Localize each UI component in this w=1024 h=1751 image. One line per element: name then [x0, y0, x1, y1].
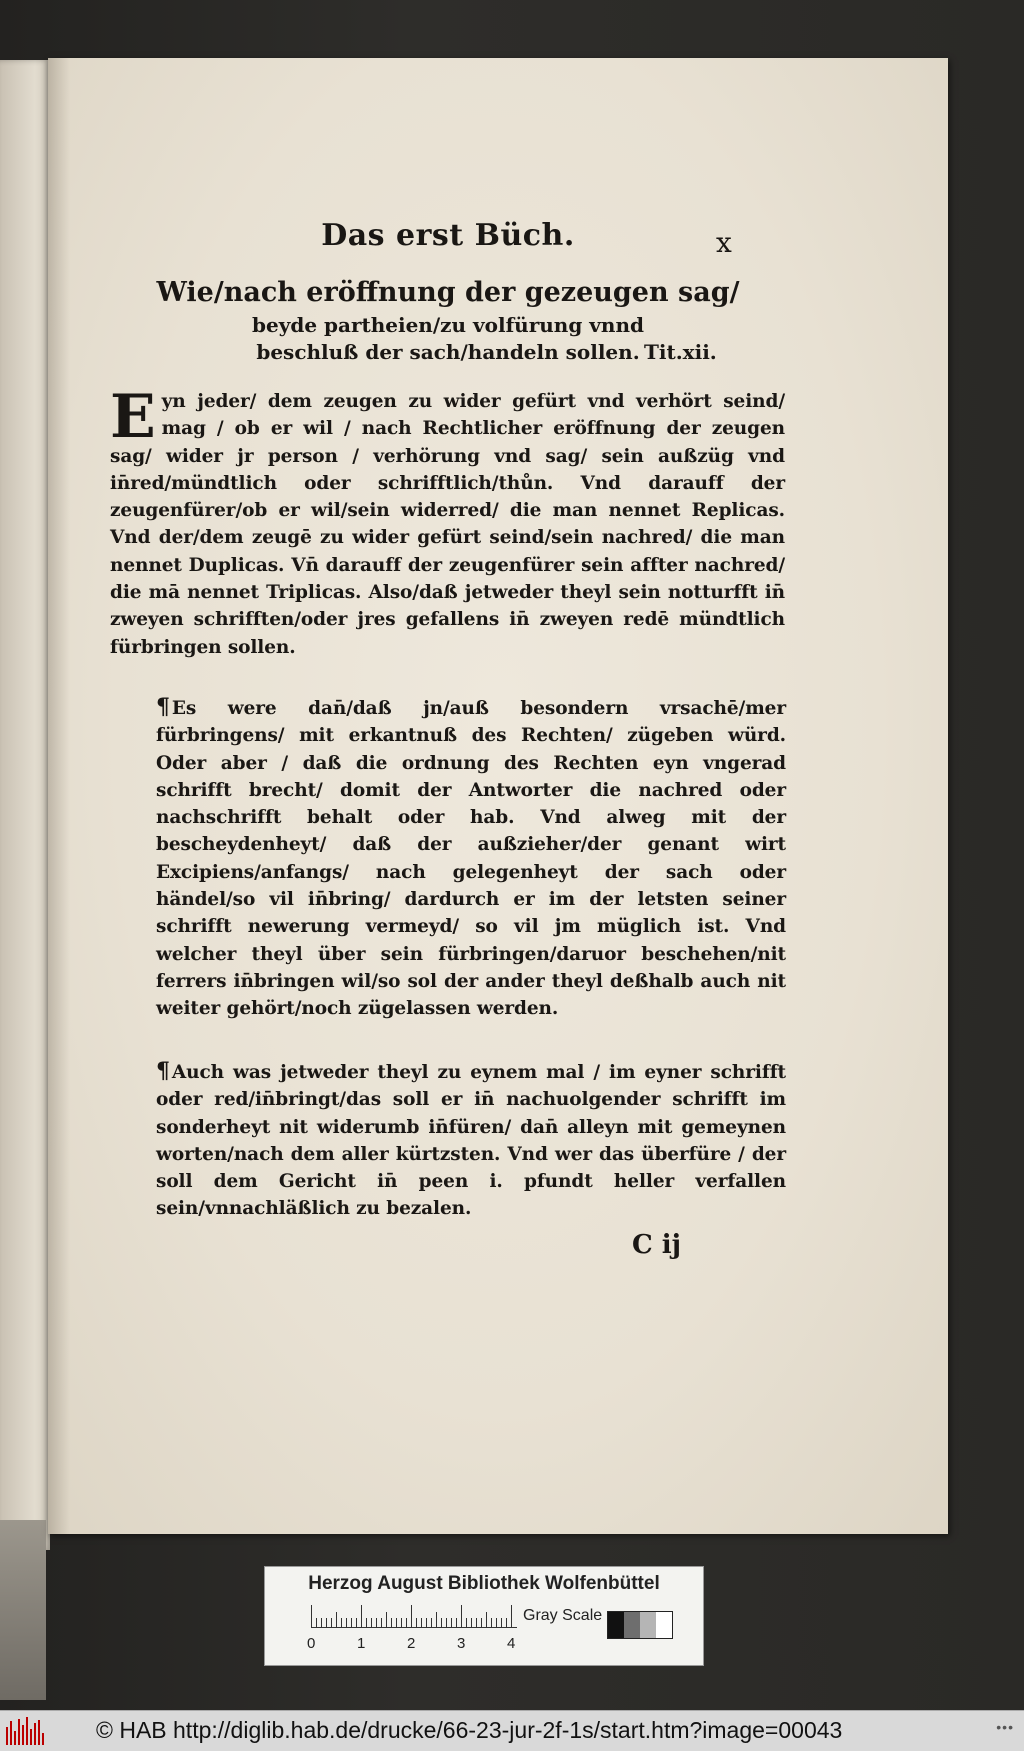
- running-head: Das erst Büch.: [321, 218, 575, 253]
- ruler-tick: [476, 1618, 477, 1627]
- ruler-tick: [466, 1618, 467, 1627]
- ruler-tick: [331, 1618, 332, 1627]
- ruler-tick: [396, 1618, 397, 1627]
- chapter-subtitle: beyde partheien/zu volfürung vnnd beschluß der sach/handeln sollen.: [252, 313, 644, 364]
- chapter-title: Wie/nach eröffnung der gezeugen sag/: [156, 277, 740, 308]
- ruler-tick: [376, 1618, 377, 1627]
- pilcrow-icon: ¶: [156, 1058, 170, 1084]
- logo-bar: [18, 1719, 20, 1745]
- ruler-tick: [316, 1618, 317, 1627]
- gray-swatch: [608, 1612, 624, 1638]
- paragraph-3: [156, 1058, 786, 1223]
- ruler-tick: [346, 1618, 347, 1627]
- paragraph-text: Es were dan̄/daß jn/auß besondern vrsachē/mer fürbringens/ mit erkantnuß des Rechten/ zügeben würd. Oder aber / daß die ordnung des Rechten eyn vngerad schrifft brecht/ domit der Antworter die nachred oder nachschrifft behalt oder hab. Vnd alweg mit der bescheydenheyt/ daß der außzieher/der genant wirt Excipiens/anfangs/ nach gelegenheyt der sach oder händel/so vil in̄bring/ dardurch er im der letsten seiner schrifft newerung vermeyd/ so vil jm müglich ist. Vnd welcher theyl über sein fürbringen/daruor beschehen/nit ferrers in̄bringen wil/so sol der ander theyl deßhalb auch nit weiter gehört/noch zügelassen werden.: [156, 698, 786, 1020]
- ruler-tick: [451, 1618, 452, 1627]
- ruler-tick: [486, 1612, 487, 1627]
- page-text-block: [48, 58, 948, 1534]
- ruler-tick: [381, 1618, 382, 1627]
- hab-logo-icon: [6, 1717, 46, 1745]
- folio-number: x: [716, 226, 732, 259]
- ruler-tick: [431, 1618, 432, 1627]
- color-scale-card: [264, 1566, 704, 1666]
- ruler-number: 3: [457, 1635, 466, 1652]
- ruler-tick: [416, 1618, 417, 1627]
- ruler-tick: [326, 1618, 327, 1627]
- ruler-tick: [411, 1605, 412, 1627]
- ruler-tick: [496, 1618, 497, 1627]
- logo-bar: [42, 1733, 44, 1745]
- ruler-tick: [446, 1618, 447, 1627]
- paragraph-text: Auch was jetweder theyl zu eynem mal / im eyner schrifft oder red/in̄bringt/das soll er in̄ nachuolgender schrifft im sonderheyt nit widerumb in̄füren/ dan̄ alleyn mit gemeynen worten/nach dem aller kürtzsten. Vnd wer das überfüre / der soll dem Gericht in̄ peen i. pfundt heller verfallen sein/vnnachläßlich zu bezalen.: [156, 1062, 786, 1220]
- logo-bar: [38, 1720, 40, 1745]
- ruler-tick: [356, 1618, 357, 1627]
- ruler-tick: [341, 1618, 342, 1627]
- footer-url-text[interactable]: © HAB http://diglib.hab.de/drucke/66-23-jur-2f-1s/start.htm?image=00043: [96, 1717, 843, 1743]
- ruler-number: 1: [357, 1635, 366, 1652]
- ruler-tick: [441, 1618, 442, 1627]
- ruler-tick: [321, 1618, 322, 1627]
- book-page: [48, 58, 948, 1534]
- drop-initial: E: [110, 382, 156, 452]
- ruler-tick: [311, 1605, 312, 1627]
- ruler-number: 0: [307, 1635, 316, 1652]
- logo-bar: [14, 1731, 16, 1745]
- ruler-tick: [436, 1612, 437, 1627]
- signature-mark: C ij: [632, 1230, 682, 1260]
- facing-page-edge: [0, 60, 50, 1550]
- logo-bar: [26, 1717, 28, 1745]
- ruler-tick: [471, 1618, 472, 1627]
- ruler-tick: [511, 1605, 512, 1627]
- ruler-tick: [401, 1618, 402, 1627]
- ruler-tick: [501, 1618, 502, 1627]
- scale-card-title: Herzog August Bibliothek Wolfenbüttel: [308, 1573, 660, 1594]
- gray-scale-label: Gray Scale: [523, 1607, 603, 1624]
- ruler-tick: [506, 1618, 507, 1627]
- logo-bar: [22, 1725, 24, 1745]
- paragraph-text: yn jeder/ dem zeugen zu wider gefürt vnd verhört seind/ mag / ob er wil / nach Rechtlicher eröffnung der zeugen sag/ wider jr person / verhörung vnd sag/ sein außzüg vnd in̄red/mündtlich oder schrifftlich/thůn. Vnd darauff der zeugenfürer/ob er wil/sein widerred/ die man nennet Replicas. Vnd der/dem zeugē zu wider gefürt seind/sein nachred/ die man nennet Duplicas. Vn̄ darauff der zeugenfürer sein affter nachred/ die mā nennet Triplicas. Also/daß jetweder theyl sein notturfft in̄ zweyen schrifften/oder jres gefallens in̄ zweyen redē mündtlich fürbringen sollen.: [110, 391, 785, 658]
- gray-scale-swatches: [607, 1611, 673, 1639]
- footer-bar: [0, 1710, 1024, 1751]
- ruler-tick: [491, 1618, 492, 1627]
- title-number: Tit.xii.: [644, 340, 717, 364]
- ruler-number: 2: [407, 1635, 416, 1652]
- ruler-tick: [461, 1605, 462, 1627]
- ruler-tick: [386, 1612, 387, 1627]
- ruler-tick: [336, 1612, 337, 1627]
- ruler-tick: [351, 1618, 352, 1627]
- ruler: [311, 1605, 517, 1628]
- paragraph-1: [110, 382, 785, 661]
- menu-dots-icon[interactable]: •••: [996, 1719, 1014, 1735]
- gray-swatch: [640, 1612, 656, 1638]
- gray-swatch: [656, 1612, 672, 1638]
- ruler-tick: [426, 1618, 427, 1627]
- ruler-tick: [391, 1618, 392, 1627]
- logo-bar: [6, 1727, 8, 1745]
- ruler-number: 4: [507, 1635, 516, 1652]
- ruler-tick: [371, 1618, 372, 1627]
- ruler-tick: [456, 1618, 457, 1627]
- logo-bar: [30, 1729, 32, 1745]
- paragraph-2: [156, 694, 786, 1023]
- logo-bar: [10, 1721, 12, 1745]
- ruler-tick: [421, 1618, 422, 1627]
- pilcrow-icon: ¶: [156, 694, 170, 720]
- gray-swatch: [624, 1612, 640, 1638]
- book-block-edge: [0, 1520, 46, 1700]
- ruler-tick: [406, 1618, 407, 1627]
- ruler-tick: [366, 1618, 367, 1627]
- ruler-tick: [361, 1605, 362, 1627]
- logo-bar: [34, 1723, 36, 1745]
- ruler-tick: [481, 1618, 482, 1627]
